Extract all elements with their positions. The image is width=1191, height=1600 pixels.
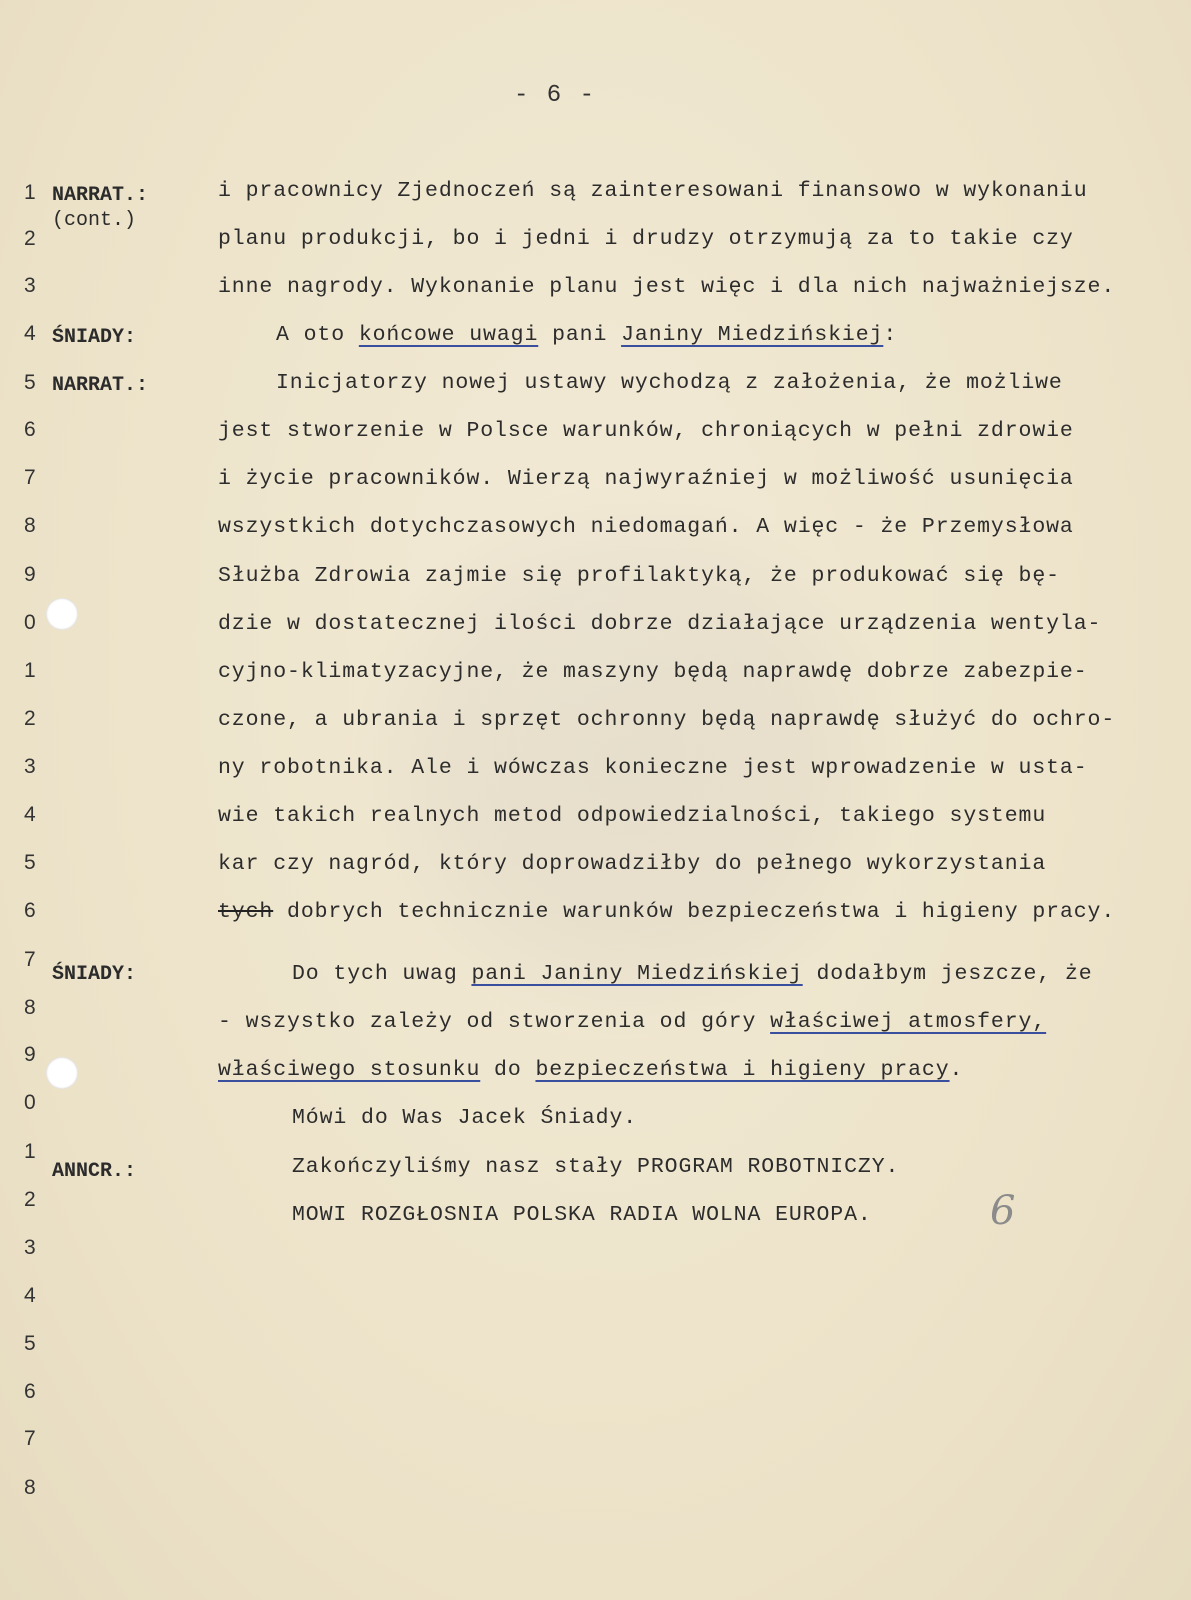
text-line: i życie pracowników. Wierzą najwyraźniej w możliwość usunięcia <box>218 467 1074 491</box>
page-number: - 6 - <box>513 82 596 109</box>
underlined-phrase: właściwego stosunku <box>218 1058 481 1082</box>
handwritten-page-mark: 6 <box>990 1188 1016 1234</box>
text-span: dobrych technicznie warunków bezpieczeństwa i higieny pracy. <box>273 900 1116 924</box>
text-line: wie takich realnych metod odpowiedzialności, takiego systemu <box>218 804 1047 828</box>
punch-hole <box>46 1057 78 1089</box>
text-line: Zakończyliśmy nasz stały PROGRAM ROBOTNICZY. <box>292 1155 900 1179</box>
text-line <box>218 1058 963 1082</box>
text-span: dodałbym jeszcze, że <box>802 962 1093 986</box>
underlined-phrase: właściwej atmosfery, <box>770 1010 1047 1034</box>
speaker-label: ANNCR.: <box>52 1160 137 1183</box>
line-number: 9 <box>24 563 36 586</box>
text-span: Do tych uwag <box>292 962 472 986</box>
line-number: 4 <box>24 803 36 826</box>
text-line: Służba Zdrowia zajmie się profilaktyką, że produkować się bę- <box>218 564 1060 588</box>
underlined-phrase: Janiny Miedzińskiej <box>621 323 884 347</box>
text-span: . <box>949 1058 964 1082</box>
line-number: 9 <box>24 1043 36 1066</box>
line-number: 1 <box>24 181 36 204</box>
speaker-label: NARRAT.: <box>52 184 149 207</box>
line-number: 0 <box>24 611 36 634</box>
text-line: wszystkich dotychczasowych niedomagań. A więc - że Przemysłowa <box>218 515 1074 539</box>
text-span: do <box>480 1058 536 1082</box>
speaker-continuation: (cont.) <box>52 209 137 232</box>
line-number: 3 <box>24 1236 36 1259</box>
text-line <box>218 1010 1046 1034</box>
line-number: 4 <box>24 322 36 345</box>
line-number: 8 <box>24 514 36 537</box>
punch-hole <box>46 598 78 630</box>
text-line: kar czy nagród, który doprowadziłby do pełnego wykorzystania <box>218 852 1047 876</box>
line-number: 1 <box>24 1140 36 1163</box>
line-number: 2 <box>24 227 36 250</box>
line-number: 6 <box>24 418 36 441</box>
text-line: dzie w dostatecznej ilości dobrze działające urządzenia wentyla- <box>218 612 1102 636</box>
line-number: 8 <box>24 1476 36 1499</box>
underlined-phrase: pani Janiny Miedzińskiej <box>471 962 803 986</box>
text-line <box>292 962 1093 986</box>
text-span: : <box>883 323 898 347</box>
text-line: cyjno-klimatyzacyjne, że maszyny będą naprawdę dobrze zabezpie- <box>218 660 1088 684</box>
line-number: 7 <box>24 948 36 971</box>
line-number: 7 <box>24 466 36 489</box>
line-number: 8 <box>24 996 36 1019</box>
line-number: 3 <box>24 755 36 778</box>
text-line: MOWI ROZGŁOSNIA POLSKA RADIA WOLNA EUROPA. <box>292 1203 872 1227</box>
speaker-label: ŚNIADY: <box>52 326 137 349</box>
line-number: 0 <box>24 1091 36 1114</box>
text-line: jest stworzenie w Polsce warunków, chroniących w pełni zdrowie <box>218 419 1074 443</box>
text-span: pani <box>538 323 622 347</box>
text-line <box>276 323 897 347</box>
text-line: ny robotnika. Ale i wówczas konieczne jest wprowadzenie w usta- <box>218 756 1088 780</box>
line-number: 1 <box>24 659 36 682</box>
text-span: A oto <box>276 323 359 347</box>
text-line: i pracownicy Zjednoczeń są zainteresowani finansowo w wykonaniu <box>218 179 1088 203</box>
underlined-phrase: końcowe uwagi <box>358 323 539 347</box>
text-line: planu produkcji, bo i jedni i drudzy otrzymują za to takie czy <box>218 227 1074 251</box>
text-span: - wszystko zależy od stworzenia od góry <box>218 1010 771 1034</box>
line-number: 5 <box>24 1332 36 1355</box>
line-number: 2 <box>24 707 36 730</box>
underlined-phrase: bezpieczeństwa i higieny pracy <box>535 1058 950 1082</box>
struck-word: tych <box>218 900 274 924</box>
speaker-label: NARRAT.: <box>52 374 149 397</box>
text-line: czone, a ubrania i sprzęt ochronny będą naprawdę służyć do ochro- <box>218 708 1116 732</box>
speaker-label: ŚNIADY: <box>52 963 137 986</box>
text-line: Mówi do Was Jacek Śniady. <box>292 1106 638 1130</box>
line-number: 6 <box>24 1380 36 1403</box>
line-number: 3 <box>24 274 36 297</box>
text-line <box>218 900 1115 924</box>
line-number: 6 <box>24 899 36 922</box>
text-line: inne nagrody. Wykonanie planu jest więc i dla nich najważniejsze. <box>218 275 1116 299</box>
text-line: Inicjatorzy nowej ustawy wychodzą z założenia, że możliwe <box>276 371 1063 395</box>
line-number: 7 <box>24 1427 36 1450</box>
line-number: 4 <box>24 1284 36 1307</box>
line-number: 2 <box>24 1188 36 1211</box>
line-number: 5 <box>24 851 36 874</box>
line-number: 5 <box>24 371 36 394</box>
